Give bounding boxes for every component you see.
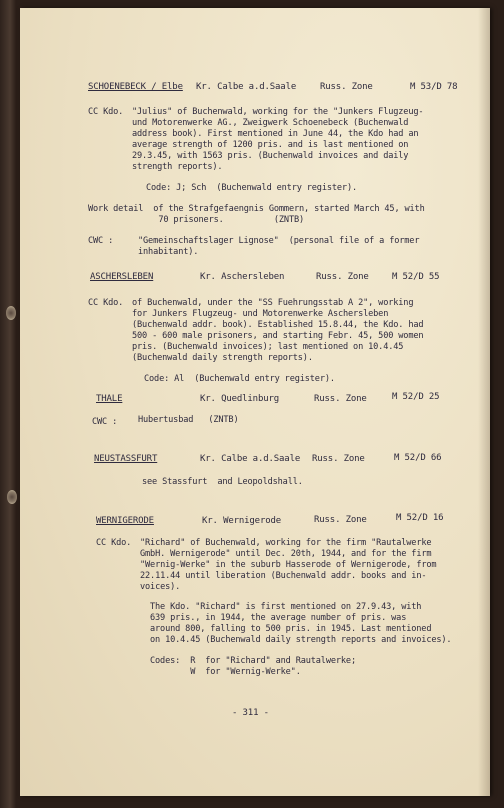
entry-line: "Gemeinschaftslager Lignose" (personal file of a former <box>138 236 420 246</box>
entry-district: Kr. Calbe a.d.Saale <box>200 454 301 464</box>
entry-district: Kr. Quedlinburg <box>200 394 280 404</box>
entry-ref: M 52/D 55 <box>392 272 440 282</box>
entry-line: 29.3.45, with 1563 pris. (Buchenwald invoices and daily <box>132 151 409 161</box>
document-page <box>20 8 490 796</box>
binder-hole-top <box>6 306 16 320</box>
page-edge-shadow <box>478 8 490 796</box>
entry-ref: M 52/D 16 <box>396 513 444 523</box>
entry-line: strength reports). <box>132 162 223 172</box>
entry-zone: Russ. Zone <box>320 82 373 92</box>
entry-line: (Buchenwald daily strength reports). <box>132 353 313 363</box>
entry-district: Kr. Aschersleben <box>200 272 285 282</box>
entry-code: Code: J; Sch (Buchenwald entry register). <box>146 183 358 193</box>
entry-line: 500 - 600 male prisoners, and starting Febr. 45, 500 women <box>132 331 424 341</box>
entry-ref: M 53/D 78 <box>410 82 458 92</box>
entry-place: WERNIGERODE <box>96 516 154 526</box>
entry-label: CWC : <box>88 236 114 246</box>
entry-line: 639 pris., in 1944, the average number of pris. was <box>150 613 407 623</box>
entry-line: 70 prisoners. (ZNTB) <box>88 215 305 225</box>
entry-district: Kr. Calbe a.d.Saale <box>196 82 297 92</box>
entry-line: of Buchenwald, under the "SS Fuehrungsstab A 2", working <box>132 298 414 308</box>
entry-line: pris. (Buchenwald invoices); last mentioned on 10.4.45 <box>132 342 404 352</box>
entry-label: CWC : <box>92 417 118 427</box>
entry-label: CC Kdo. <box>88 298 124 308</box>
entry-codes: W for "Wernig-Werke". <box>150 667 301 677</box>
entry-place: THALE <box>96 394 123 404</box>
entry-zone: Russ. Zone <box>314 515 367 525</box>
entry-zone: Russ. Zone <box>314 394 367 404</box>
entry-line: The Kdo. "Richard" is first mentioned on 27.9.43, with <box>150 602 422 612</box>
entry-ref: M 52/D 25 <box>392 392 440 402</box>
entry-place: ASCHERSLEBEN <box>90 272 154 282</box>
entry-note: see Stassfurt and Leopoldshall. <box>142 477 303 487</box>
entry-codes: Codes: R for "Richard" and Rautalwerke; <box>150 656 356 666</box>
entry-zone: Russ. Zone <box>316 272 369 282</box>
entry-ref: M 52/D 66 <box>394 453 442 463</box>
entry-line: "Julius" of Buchenwald, working for the "Junkers Flugzeug- <box>132 107 424 117</box>
page-number: - 311 - <box>232 708 269 718</box>
entry-line: und Motorenwerke AG., Zweigwerk Schoenebeck (Buchenwald <box>132 118 409 128</box>
entry-line: voices). <box>140 582 181 592</box>
entry-place: NEUSTASSFURT <box>94 454 158 464</box>
binder-hole-bottom <box>7 490 17 504</box>
entry-line: around 800, falling to 500 pris. in 1945. Last mentioned <box>150 624 432 634</box>
entry-line: 22.11.44 until liberation (Buchenwald addr. books and in- <box>140 571 427 581</box>
entry-line: inhabitant). <box>138 247 199 257</box>
entry-line: address book). First mentioned in June 44, the Kdo had an <box>132 129 419 139</box>
entry-line: "Richard" of Buchenwald, working for the firm "Rautalwerke <box>140 538 432 548</box>
entry-line: for Junkers Flugzeug- und Motorenwerke Aschersleben <box>132 309 389 319</box>
entry-line: (Buchenwald addr. book). Established 15.8.44, the Kdo. had <box>132 320 424 330</box>
entry-line: Work detail of the Strafgefaengnis Gommern, started March 45, with <box>88 204 425 214</box>
entry-line: "Wernig-Werke" in the suburb Hasserode of Wernigerode, from <box>140 560 437 570</box>
entry-line: on 10.4.45 (Buchenwald daily strength reports and invoices). <box>150 635 452 645</box>
entry-zone: Russ. Zone <box>312 454 365 464</box>
entry-district: Kr. Wernigerode <box>202 516 282 526</box>
entry-code: Code: Al (Buchenwald entry register). <box>144 374 335 384</box>
entry-line: GmbH. Wernigerode" until Dec. 20th, 1944, and for the firm <box>140 549 432 559</box>
entry-line: average strength of 1200 pris. and is last mentioned on <box>132 140 409 150</box>
entry-place: SCHOENEBECK / Elbe <box>88 82 183 92</box>
entry-line: Hubertusbad (ZNTB) <box>138 415 239 425</box>
entry-label: CC Kdo. <box>96 538 132 548</box>
entry-label: CC Kdo. <box>88 107 124 117</box>
